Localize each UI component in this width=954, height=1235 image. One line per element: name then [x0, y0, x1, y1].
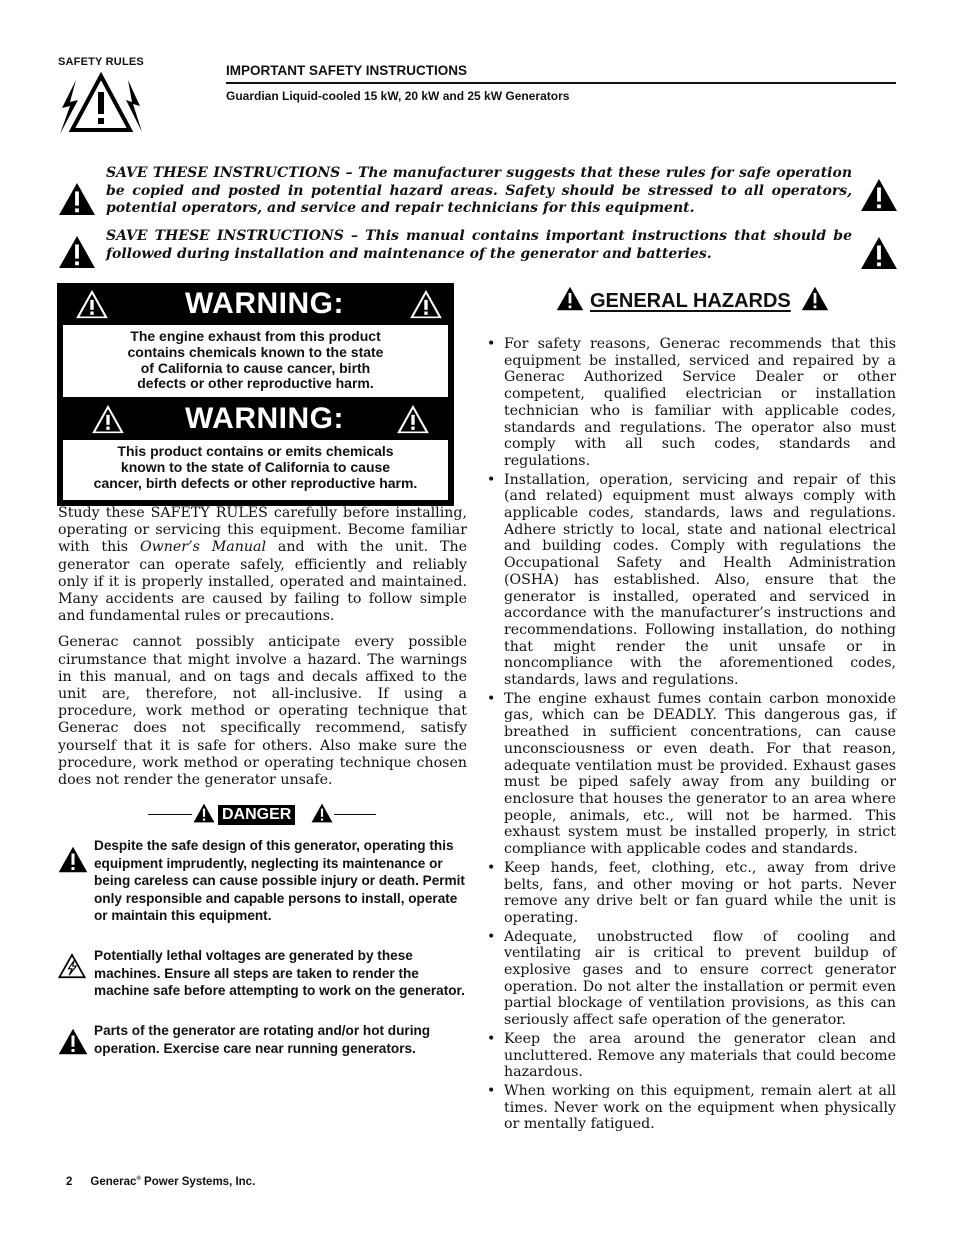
list-item-text: Installation, operation, servicing and repair of this (and related) equipment must always comply with applicable codes, standards, laws and regulations. Adhere strictly to local, state and national electrical and building codes. Comply with regulations the Occupational Safety and Health Administration (OSHA) has established. Also, ensure that the generator is installed, operated and serviced in accordance with the manufacturer’s instructions and recommendations. Following installation, do nothing that might render the unit unsafe or in noncompliance with the aforementioned codes, standards, laws and regulations.: [504, 471, 896, 689]
general-hazards-heading: [556, 286, 836, 318]
warning-triangle-icon: [91, 404, 125, 434]
warning-triangle-icon: [58, 1028, 88, 1055]
warning-line: of California to cause cancer, birth: [140, 359, 371, 376]
warning-triangle-icon: [556, 286, 584, 311]
danger-text: Despite the safe design of this generator, operating this equipment imprudently, neglecting its maintenance or being careless can cause possible injury or death. Permit only responsible and capable persons to install, operate or maintain this equipment.: [94, 838, 465, 923]
warning-triangle-icon: [409, 289, 443, 319]
intro-text-part: Study these SAFETY RULES carefully before installing, operating or servicing this equipment. Become familiar with this: [58, 505, 467, 556]
warning-triangle-icon: [58, 235, 96, 269]
save-instructions-text: SAVE THESE INSTRUCTIONS – This manual contains important instructions that should be followed during installation and maintenance of the generator and batteries.: [106, 228, 852, 262]
list-item-text: When working on this equipment, remain alert at all times. Never work on the equipment when physically or mentally fatigued.: [504, 1082, 896, 1133]
warning-box-exhaust: [57, 283, 454, 403]
warning-triangle-icon: [860, 178, 898, 212]
manual-title: Owner’s Manual: [139, 539, 267, 556]
warning-triangle-icon: [860, 236, 898, 270]
list-item: • Keep the area around the generator clean and uncluttered. Remove any materials that could become hazardous.: [487, 1030, 896, 1081]
list-item-text: Keep the area around the generator clean and uncluttered. Remove any materials that could become hazardous.: [504, 1030, 896, 1081]
warning-heading: [63, 283, 448, 325]
divider: [334, 814, 376, 815]
danger-text: Parts of the generator are rotating and/or hot during operation. Exercise care near running generators.: [94, 1023, 431, 1056]
warning-triangle-icon: [58, 182, 96, 216]
warning-triangle-icon: [193, 803, 215, 823]
intro-paragraph: Generac cannot possibly anticipate every possible cirumstance that might involve a hazard. The warnings in this manual, and on tags and decals affixed to the unit are, therefore, not all-inclusive. If using a procedure, work method or operating technique that Generac does not specifically recommend, satisfy yourself that it is safe for others. Also make sure the procedure, work method or operating technique chosen does not render the generator unsafe.: [58, 634, 467, 789]
electrical-hazard-icon: [58, 953, 86, 979]
warning-heading: [63, 398, 448, 440]
page-number: 2: [66, 1176, 73, 1188]
save-instructions-1: [58, 165, 898, 219]
warning-triangle-icon: [396, 404, 430, 434]
page-footer: [66, 1176, 255, 1188]
company-suffix: Power Systems, Inc.: [140, 1176, 256, 1188]
general-hazards-list: [486, 336, 896, 1135]
warning-triangle-icon: [58, 846, 88, 873]
warning-box-chemicals: [57, 398, 454, 506]
list-item: • When working on this equipment, remain alert at all times. Never work on the equipment when physically or mentally fatigued.: [487, 1082, 896, 1133]
warning-triangle-icon: [75, 289, 109, 319]
danger-item: [58, 1022, 466, 1057]
intro-text-part: and with the unit. The generator can operate safely, efficiently and reliably only if it is properly installed, operated and maintained. Many accidents are caused by failing to follow simple and fundamental rules or precautions.: [58, 539, 467, 625]
list-item-text: Adequate, unobstructed flow of cooling and ventilating air is critical to prevent buildup of explosive gases and to ensure correct generator operation. Do not alter the installation or permit even partial blockage of ventilation provisions, as this can seriously affect safe operation of the generator.: [504, 928, 896, 1029]
warning-line: defects or other reproductive harm.: [137, 375, 374, 392]
save-instructions-2: [58, 228, 898, 272]
warning-word: WARNING:: [185, 287, 344, 320]
intro-paragraph: [58, 505, 467, 625]
danger-heading: [148, 801, 376, 829]
lightning-warning-icon: [58, 70, 144, 136]
list-item-text: Keep hands, feet, clothing, etc., away from drive belts, fans, and other moving or hot parts. Never remove any drive belt or fan guard while the unit is operating.: [504, 859, 896, 926]
safety-rules-logo: [58, 56, 154, 136]
registered-mark: ®: [136, 1176, 141, 1183]
warning-text: [63, 325, 448, 397]
warning-line: The engine exhaust from this product: [130, 328, 381, 344]
warning-triangle-icon: [801, 286, 829, 311]
danger-label: DANGER: [218, 805, 295, 825]
danger-item: [58, 947, 466, 1000]
list-item: • Adequate, unobstructed flow of cooling and ventilating air is critical to prevent buildup of explosive gases and to ensure correct generator operation. Do not alter the installation or permit even partial blockage of ventilation provisions, as this can seriously affect safe operation of the generator.: [487, 928, 896, 1029]
list-item: • For safety reasons, Generac recommends that this equipment be installed, serviced and repaired by a Generac Authorized Service Dealer or other competent, qualified electrician or installation technician who is familiar with applicable codes, standards and regulations. The operator also must comply with all such codes, standards and regulations.: [487, 336, 896, 469]
general-hazards-title: GENERAL HAZARDS: [590, 290, 791, 312]
warning-line: This product contains or emits chemicals: [117, 443, 394, 459]
page-subtitle: Guardian Liquid-cooled 15 kW, 20 kW and 25 kW Generators: [226, 89, 570, 103]
warning-line: contains chemicals known to the state: [127, 343, 384, 360]
company-name: Generac: [90, 1176, 137, 1188]
page-title: IMPORTANT SAFETY INSTRUCTIONS: [226, 63, 896, 84]
list-item: • Keep hands, feet, clothing, etc., away from drive belts, fans, and other moving or hot parts. Never remove any drive belt or fan guard while the unit is operating.: [487, 859, 896, 926]
list-item: • Installation, operation, servicing and repair of this (and related) equipment must always comply with applicable codes, standards, laws and regulations. Adhere strictly to local, state and national electrical and building codes. Comply with regulations the Occupational Safety and Health Administration (OSHA) has established. Also, ensure that the generator is installed, operated and serviced in accordance with the manufacturer’s instructions and recommendations. Following installation, do nothing that might render the unit unsafe or in noncompliance with the aforementioned codes, standards, laws and regulations.: [487, 471, 896, 689]
page-header: [226, 63, 896, 103]
list-item-text: For safety reasons, Generac recommends that this equipment be installed, serviced and repaired by a Generac Authorized Service Dealer or other competent, qualified electrician or installation technician who is familiar with applicable codes, standards and regulations. The operator also must comply with all such codes, standards and regulations.: [504, 336, 896, 469]
list-item-text: The engine exhaust fumes contain carbon monoxide gas, which can be DEADLY. This dangerous gas, if breathed in sufficient concentrations, can cause unconsciousness or even death. For that reason, adequate ventilation must be provided. Exhaust gases must be piped safely away from any building or enclosure that houses the generator to an area where people, animals, etc., will not be harmed. This exhaust system must be installed properly, in strict compliance with applicable codes and standards.: [504, 690, 896, 858]
warning-triangle-icon: [311, 803, 333, 823]
save-instructions-text: SAVE THESE INSTRUCTIONS – The manufacturer suggests that these rules for safe operation be copied and posted in potential hazard areas. Safety should be stressed to all operators, potential operators, and service and repair technicians for this equipment.: [106, 165, 852, 216]
danger-text: Potentially lethal voltages are generated by these machines. Ensure all steps are taken to render the machine safe before attempting to work on the generator.: [94, 948, 465, 998]
danger-item: [58, 837, 466, 925]
warning-text: [63, 440, 448, 500]
list-item: • The engine exhaust fumes contain carbon monoxide gas, which can be DEADLY. This dangerous gas, if breathed in sufficient concentrations, can cause unconsciousness or even death. For that reason, adequate ventilation must be provided. Exhaust gases must be piped safely away from any building or enclosure that houses the generator to an area where people, animals, etc., will not be harmed. This exhaust system must be installed properly, in strict compliance with applicable codes and standards.: [487, 690, 896, 858]
section-label: SAFETY RULES: [58, 56, 144, 68]
warning-word: WARNING:: [185, 402, 344, 435]
warning-line: known to the state of California to cause: [120, 458, 391, 475]
divider: [148, 814, 192, 815]
intro-text: [58, 505, 467, 798]
warning-line: cancer, birth defects or other reproductive harm.: [93, 474, 418, 491]
